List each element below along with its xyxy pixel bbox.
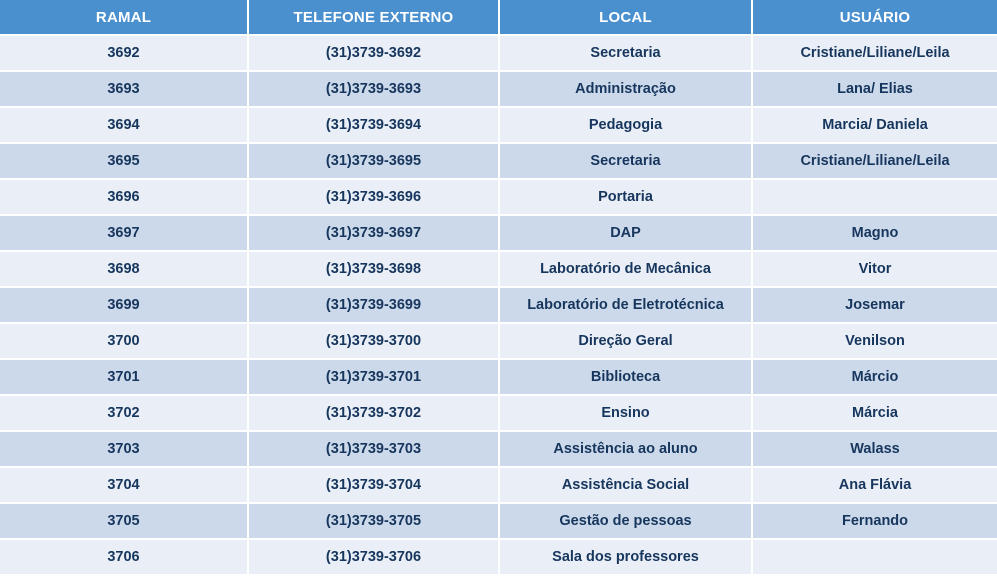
cell-telefone: (31)3739-3695 (248, 143, 499, 179)
cell-usuario: Cristiane/Liliane/Leila (752, 35, 997, 71)
table-row (0, 395, 997, 431)
table-row (0, 467, 997, 503)
cell-usuario: Fernando (752, 503, 997, 539)
cell-usuario (752, 179, 997, 215)
cell-usuario: Ana Flávia (752, 467, 997, 503)
cell-usuario (752, 539, 997, 575)
cell-local: Sala dos professores (499, 539, 752, 575)
cell-usuario: Vitor (752, 251, 997, 287)
table-row (0, 359, 997, 395)
cell-local: DAP (499, 215, 752, 251)
table-row (0, 431, 997, 467)
cell-ramal: 3703 (0, 431, 248, 467)
table-row (0, 215, 997, 251)
header-row (0, 0, 997, 35)
cell-telefone: (31)3739-3701 (248, 359, 499, 395)
cell-ramal: 3706 (0, 539, 248, 575)
column-header-ramal: RAMAL (0, 0, 248, 35)
cell-ramal: 3696 (0, 179, 248, 215)
cell-ramal: 3695 (0, 143, 248, 179)
cell-usuario: Venilson (752, 323, 997, 359)
cell-usuario: Cristiane/Liliane/Leila (752, 143, 997, 179)
cell-telefone: (31)3739-3703 (248, 431, 499, 467)
cell-telefone: (31)3739-3699 (248, 287, 499, 323)
cell-ramal: 3694 (0, 107, 248, 143)
cell-local: Pedagogia (499, 107, 752, 143)
cell-telefone: (31)3739-3697 (248, 215, 499, 251)
cell-local: Gestão de pessoas (499, 503, 752, 539)
cell-telefone: (31)3739-3696 (248, 179, 499, 215)
table-row (0, 323, 997, 359)
table-row (0, 503, 997, 539)
cell-local: Biblioteca (499, 359, 752, 395)
table-row (0, 539, 997, 575)
table-row (0, 143, 997, 179)
cell-usuario: Márcia (752, 395, 997, 431)
cell-usuario: Walass (752, 431, 997, 467)
table-row (0, 287, 997, 323)
cell-ramal: 3692 (0, 35, 248, 71)
cell-ramal: 3698 (0, 251, 248, 287)
cell-ramal: 3702 (0, 395, 248, 431)
cell-ramal: 3697 (0, 215, 248, 251)
cell-local: Ensino (499, 395, 752, 431)
cell-local: Portaria (499, 179, 752, 215)
cell-telefone: (31)3739-3692 (248, 35, 499, 71)
cell-local: Secretaria (499, 35, 752, 71)
table-row (0, 71, 997, 107)
cell-usuario: Marcia/ Daniela (752, 107, 997, 143)
cell-ramal: 3701 (0, 359, 248, 395)
cell-local: Assistência ao aluno (499, 431, 752, 467)
cell-local: Laboratório de Mecânica (499, 251, 752, 287)
table-body (0, 35, 997, 575)
table-row (0, 35, 997, 71)
cell-ramal: 3699 (0, 287, 248, 323)
cell-telefone: (31)3739-3700 (248, 323, 499, 359)
cell-telefone: (31)3739-3694 (248, 107, 499, 143)
cell-telefone: (31)3739-3705 (248, 503, 499, 539)
cell-ramal: 3693 (0, 71, 248, 107)
cell-usuario: Josemar (752, 287, 997, 323)
cell-usuario: Lana/ Elias (752, 71, 997, 107)
cell-telefone: (31)3739-3704 (248, 467, 499, 503)
column-header-local: LOCAL (499, 0, 752, 35)
table-row (0, 251, 997, 287)
cell-telefone: (31)3739-3698 (248, 251, 499, 287)
column-header-telefone-externo: TELEFONE EXTERNO (248, 0, 499, 35)
column-header-usuario: USUÁRIO (752, 0, 997, 35)
cell-telefone: (31)3739-3706 (248, 539, 499, 575)
cell-telefone: (31)3739-3702 (248, 395, 499, 431)
table-header (0, 0, 997, 35)
cell-usuario: Márcio (752, 359, 997, 395)
cell-ramal: 3705 (0, 503, 248, 539)
cell-local: Secretaria (499, 143, 752, 179)
table-row (0, 179, 997, 215)
cell-local: Assistência Social (499, 467, 752, 503)
table-row (0, 107, 997, 143)
cell-local: Administração (499, 71, 752, 107)
cell-ramal: 3700 (0, 323, 248, 359)
cell-telefone: (31)3739-3693 (248, 71, 499, 107)
cell-local: Direção Geral (499, 323, 752, 359)
cell-local: Laboratório de Eletrotécnica (499, 287, 752, 323)
cell-usuario: Magno (752, 215, 997, 251)
cell-ramal: 3704 (0, 467, 248, 503)
